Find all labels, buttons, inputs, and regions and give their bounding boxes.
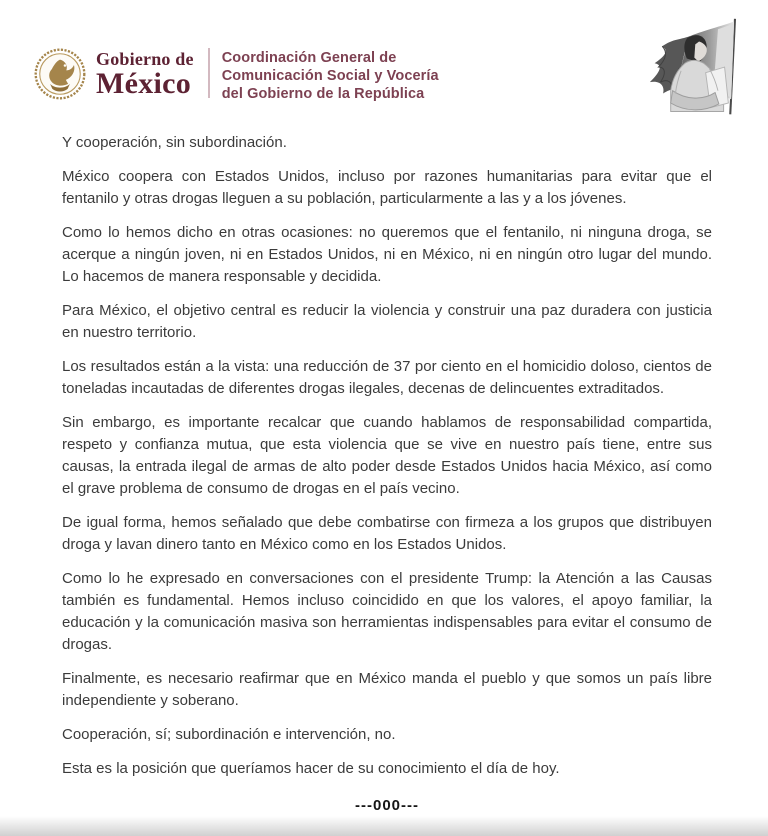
- office-name: [222, 49, 439, 103]
- paragraph: Los resultados están a la vista: una reducción de 37 por ciento en el homicidio doloso, cientos de toneladas incautadas de diferentes drogas ilegales, decenas de delincuentes extraditados.: [62, 358, 712, 397]
- page-bottom-shadow: [0, 816, 768, 836]
- brand-wordmark: [96, 46, 194, 99]
- document-body: [0, 120, 768, 814]
- brand-line1: Gobierno de: [96, 49, 194, 69]
- paragraph: Cooperación, sí; subordinación e intervención, no.: [62, 726, 396, 743]
- paragraph: De igual forma, hemos señalado que debe combatirse con firmeza a los grupos que distribuyen droga y lavan dinero tanto en México como en los Estados Unidos.: [62, 514, 712, 553]
- paragraph: Como lo hemos dicho en otras ocasiones: no queremos que el fentanilo, ni ninguna droga, se acerque a ningún joven, ni en Estados Unidos, ni en México, ni en ningún otro lugar del mundo. Lo hacemos de manera responsable y decidida.: [62, 224, 712, 285]
- paragraph: Finalmente, es necesario reafirmar que en México manda el pueblo y que somos un país libre independiente y soberano.: [62, 670, 712, 709]
- office-line3: del Gobierno de la República: [221, 86, 425, 102]
- brand-line2: México: [96, 67, 192, 100]
- paragraph: Esta es la posición que queríamos hacer de su conocimiento el día de hoy.: [62, 760, 560, 777]
- header: [0, 0, 768, 120]
- woman-with-mexican-flag-icon: [640, 16, 760, 120]
- mexico-coat-of-arms-seal-icon: [33, 47, 87, 101]
- paragraph: Para México, el objetivo central es reducir la violencia y construir una paz duradera con justicia en nuestro territorio.: [62, 302, 712, 341]
- office-line1: Coordinación General de: [221, 50, 397, 66]
- header-divider: [208, 48, 210, 98]
- paragraph: Como lo he expresado en conversaciones con el presidente Trump: la Atención a las Causas también es fundamental. Hemos incluso coincidido en que los valores, el apoyo familiar, la educación y la comunicación masiva son herramientas indispensables para evitar el consumo de drogas.: [62, 570, 712, 653]
- paragraph: Sin embargo, es importante recalcar que cuando hablamos de responsabilidad compartida, respeto y confianza mutua, que esta violencia que se vive en nuestro país tiene, entre sus causas, la entrada ilegal de armas de alto poder desde Estados Unidos hacia México, así como el grave problema de consumo de drogas en el país vecino.: [62, 414, 712, 497]
- paragraph: Y cooperación, sin subordinación.: [62, 134, 287, 151]
- document-end-mark: ---000---: [355, 797, 419, 814]
- paragraph: México coopera con Estados Unidos, incluso por razones humanitarias para evitar que el fentanilo y otras drogas lleguen a su población, particularmente a las y a los jóvenes.: [62, 168, 712, 207]
- office-line2: Comunicación Social y Vocería: [221, 68, 439, 84]
